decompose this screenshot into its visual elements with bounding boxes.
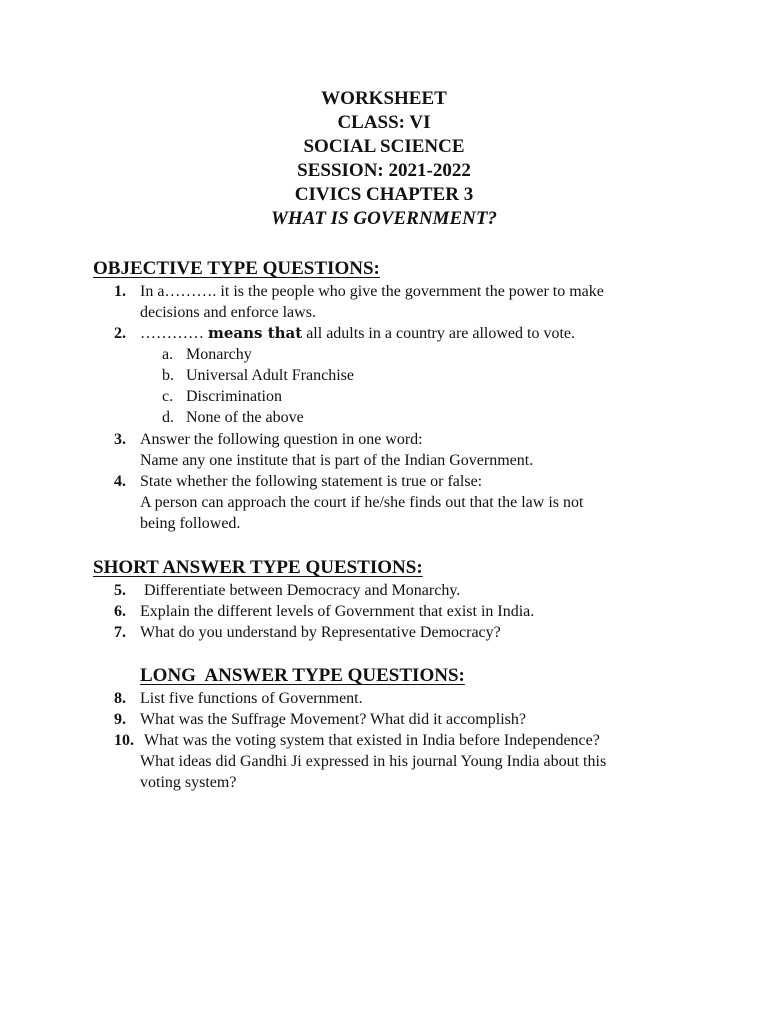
option-text: Universal Adult Franchise: [186, 367, 354, 384]
question-9: [114, 709, 526, 730]
option-letter: a.: [162, 346, 174, 363]
question-4: [114, 471, 584, 534]
option-letter: b.: [162, 367, 174, 384]
worksheet-title: WORKSHEET: [321, 88, 447, 109]
question-text: voting system?: [140, 774, 237, 791]
question-10: [114, 730, 607, 793]
question-number: 4.: [114, 473, 126, 490]
question-3: [114, 429, 534, 471]
question-text: What was the Suffrage Movement? What did it accomplish?: [140, 711, 526, 728]
question-text: being followed.: [140, 515, 241, 532]
chapter-title: WHAT IS GOVERNMENT?: [271, 208, 497, 229]
chapter-label: CIVICS CHAPTER 3: [294, 184, 474, 205]
session-label: SESSION: 2021-2022: [297, 160, 471, 181]
option-c: [162, 386, 282, 407]
objective-section-heading: OBJECTIVE TYPE QUESTIONS:: [93, 258, 380, 279]
option-d: [162, 407, 304, 428]
question-text: In a………. it is the people who give the government the power to make: [140, 283, 604, 300]
question-number: 2.: [114, 325, 126, 342]
option-letter: d.: [162, 409, 174, 426]
question-number: 5.: [114, 582, 126, 599]
question-number: 9.: [114, 711, 126, 728]
option-text: None of the above: [186, 409, 304, 426]
question-text: decisions and enforce laws.: [140, 304, 316, 321]
option-b: [162, 365, 354, 386]
question-text: Explain the different levels of Government that exist in India.: [140, 603, 535, 620]
question-number: 7.: [114, 624, 126, 641]
question-number: 10.: [114, 732, 134, 749]
question-text: State whether the following statement is true or false:: [140, 473, 483, 490]
question-suffix: all adults in a country are allowed to vote.: [302, 325, 576, 342]
blank-prefix: …………: [140, 325, 208, 342]
question-number: 3.: [114, 431, 126, 448]
question-text: Differentiate between Democracy and Monarchy.: [140, 582, 461, 599]
question-1: [114, 281, 604, 323]
long-answer-section-heading: LONG ANSWER TYPE QUESTIONS:: [140, 665, 465, 686]
question-text: What ideas did Gandhi Ji expressed in his journal Young India about this: [140, 753, 607, 770]
bold-phrase: means that: [208, 324, 303, 342]
question-text: A person can approach the court if he/she finds out that the law is not: [140, 494, 584, 511]
option-letter: c.: [162, 388, 174, 405]
question-text: Name any one institute that is part of the Indian Government.: [140, 452, 534, 469]
question-number: 6.: [114, 603, 126, 620]
option-a: [162, 344, 252, 365]
question-2: [114, 323, 576, 344]
question-text: What do you understand by Representative Democracy?: [140, 624, 501, 641]
subject-label: SOCIAL SCIENCE: [303, 136, 465, 157]
option-text: Discrimination: [186, 388, 282, 405]
class-label: CLASS: VI: [337, 112, 431, 133]
question-6: [114, 601, 535, 622]
question-text: List five functions of Government.: [140, 690, 363, 707]
question-8: [114, 688, 363, 709]
question-5: [114, 580, 461, 601]
question-number: 8.: [114, 690, 126, 707]
question-text: [140, 323, 575, 344]
question-text: What was the voting system that existed in India before Independence?: [144, 732, 600, 749]
question-number: 1.: [114, 283, 126, 300]
option-text: Monarchy: [186, 346, 252, 363]
short-answer-section-heading: SHORT ANSWER TYPE QUESTIONS:: [93, 557, 423, 578]
question-7: [114, 622, 501, 643]
question-text: Answer the following question in one word:: [140, 431, 423, 448]
worksheet-header: [0, 87, 768, 231]
